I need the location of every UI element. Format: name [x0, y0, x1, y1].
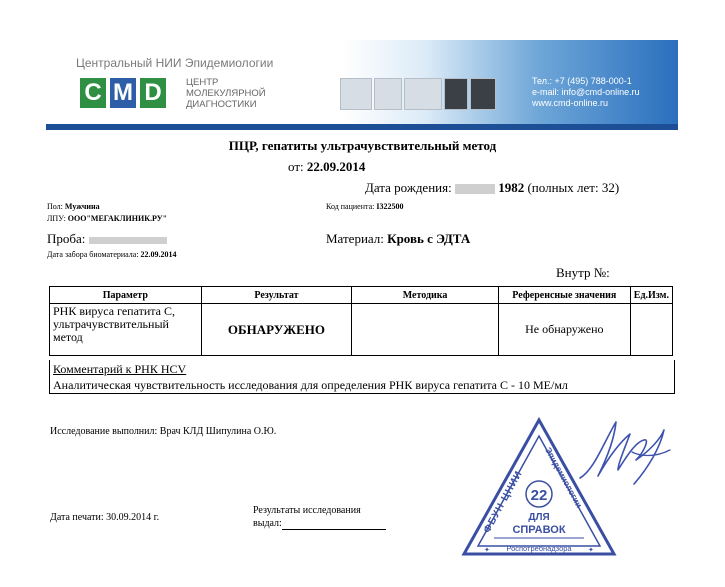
- column-header: Референсные значения: [498, 287, 630, 304]
- svg-text:✦: ✦: [484, 546, 490, 554]
- unit-cell: [630, 304, 672, 356]
- contacts: [532, 76, 640, 109]
- print-date: Дата печати: 30.09.2014 г.: [50, 512, 160, 523]
- stamp-left-text: ФБУН ЦНИИ: [481, 468, 525, 536]
- patient-sex: Пол: Мужчина: [47, 202, 100, 211]
- equipment-image: [374, 78, 402, 110]
- logo-letter-m: M: [110, 78, 136, 108]
- website: www.cmd-online.ru: [532, 98, 609, 108]
- report-title: ПЦР, гепатиты ультрачувствительный метод: [228, 138, 497, 153]
- column-header: Методика: [352, 287, 498, 304]
- reference-cell: Не обнаружено: [498, 304, 630, 356]
- stamp-number: 22: [530, 487, 548, 504]
- performed-by: Исследование выполнил: Врач КЛД Шипулина О.Ю.: [50, 426, 277, 437]
- stamp-bottom: Роспотребнадзора: [506, 544, 572, 553]
- logo-letter-c: C: [80, 78, 106, 108]
- redacted-value: [455, 184, 495, 194]
- sample: Проба:: [47, 231, 167, 247]
- stamp-line1: ДЛЯ: [528, 512, 550, 523]
- signature-line: [282, 518, 386, 530]
- header-banner: [46, 40, 678, 130]
- column-header: Результат: [201, 287, 352, 304]
- lpu: ЛПУ: ООО"МЕГАКЛИНИК.РУ": [47, 214, 168, 223]
- redacted-value: [89, 237, 167, 244]
- phone: Тел.: +7 (495) 788-000-1: [532, 76, 632, 86]
- equipment-image: [404, 78, 442, 110]
- comment-text: Аналитическая чувствительность исследования для определения РНК вируса гепатита С - 10 МЕ/мл: [53, 378, 568, 392]
- column-header: Параметр: [50, 287, 202, 304]
- stamp-line2: СПРАВОК: [512, 524, 566, 536]
- equipment-image: [340, 78, 372, 110]
- equipment-image: [444, 78, 468, 110]
- issued-by: Результаты исследования выдал:: [253, 504, 386, 530]
- institute-name: Центральный НИИ Эпидемиологии: [76, 56, 274, 70]
- table-header-row: [50, 287, 673, 304]
- method-cell: [352, 304, 498, 356]
- logo-letter-d: D: [140, 78, 166, 108]
- comment-title: Комментарий к РНК HCV: [53, 362, 187, 376]
- handwritten-signature: [574, 412, 674, 488]
- report-date: от: 22.09.2014: [288, 159, 366, 174]
- comment-box: [49, 360, 675, 394]
- material: Материал: Кровь с ЭДТА: [326, 231, 471, 246]
- stamp-right-text: Эпидемиологии: [543, 445, 585, 510]
- email: e-mail: info@cmd-online.ru: [532, 87, 640, 97]
- equipment-image: [470, 78, 496, 110]
- result-cell: ОБНАРУЖЕНО: [201, 304, 352, 356]
- birth-date: Дата рождения: 1982 (полных лет: 32): [365, 180, 620, 195]
- cmd-logo: [80, 78, 166, 108]
- column-header: Ед.Изм.: [630, 287, 672, 304]
- collection-date: Дата забора биоматериала: 22.09.2014: [47, 250, 177, 259]
- internal-number: Внутр №:: [556, 265, 610, 280]
- parameter-cell: РНК вируса гепатита С, ультрачувствительный метод: [50, 304, 202, 356]
- table-row: [50, 304, 673, 356]
- logo-subtitle: ЦЕНТР МОЛЕКУЛЯРНОЙ ДИАГНОСТИКИ: [186, 77, 266, 110]
- patient-code: Код пациента: I322500: [326, 202, 404, 211]
- results-table: [49, 286, 673, 356]
- svg-text:✦: ✦: [588, 546, 594, 554]
